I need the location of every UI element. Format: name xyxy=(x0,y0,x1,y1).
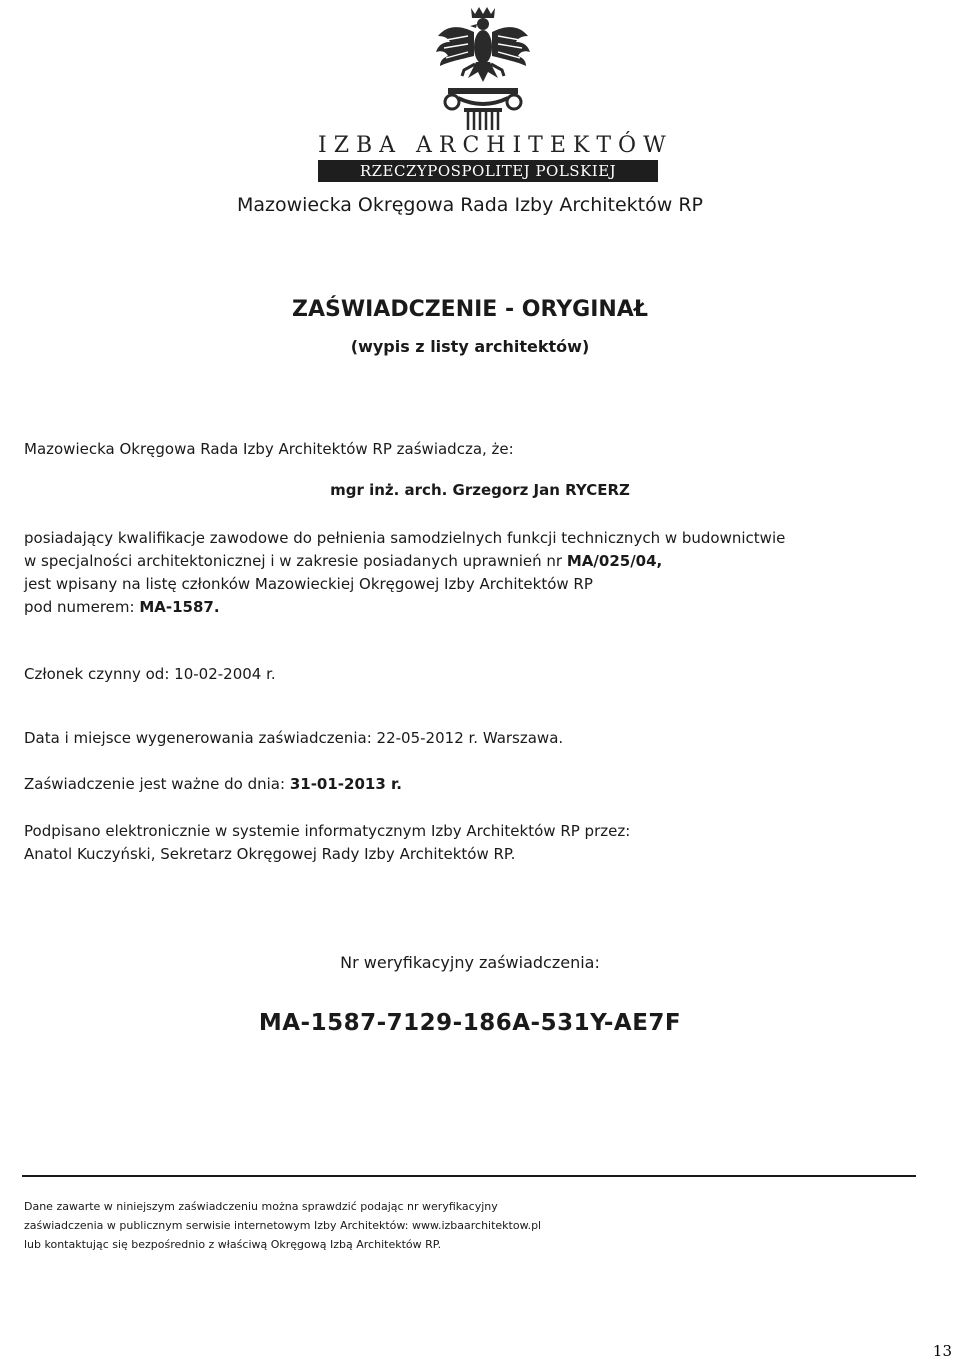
member-number: MA-1587. xyxy=(139,598,220,616)
valid-until-date: 31-01-2013 r. xyxy=(289,775,402,793)
member-since: Członek czynny od: 10-02-2004 r. xyxy=(24,665,276,683)
footer-line-2: zaświadczenia w publicznym serwisie internetowym Izby Architektów: www.izbaarchitektow.pl xyxy=(24,1219,542,1232)
body-line-4-text: pod numerem: xyxy=(24,598,140,616)
license-number: MA/025/04, xyxy=(566,552,663,570)
page-number: 13 xyxy=(932,1342,952,1360)
footer-divider xyxy=(22,1175,916,1177)
certificate-title: ZAŚWIADCZENIE - ORYGINAŁ xyxy=(292,297,648,322)
valid-until-text: Zaświadczenie jest ważne do dnia: xyxy=(24,775,290,793)
valid-until xyxy=(24,775,402,793)
intro-text: Mazowiecka Okręgowa Rada Izby Architektów RP zaświadcza, że: xyxy=(24,440,514,458)
generated-info: Data i miejsce wygenerowania zaświadczenia: 22-05-2012 r. Warszawa. xyxy=(24,729,564,747)
footer-line-1: Dane zawarte w niniejszym zaświadczeniu można sprawdzić podając nr weryfikacyjny xyxy=(24,1200,498,1213)
signed-line-2: Anatol Kuczyński, Sekretarz Okręgowej Rady Izby Architektów RP. xyxy=(24,845,516,863)
footer-line-3: lub kontaktując się bezpośrednio z właściwą Okręgową Izbą Architektów RP. xyxy=(24,1238,442,1251)
eagle-crest-icon xyxy=(418,2,548,132)
verification-label: Nr weryfikacyjny zaświadczenia: xyxy=(340,953,600,972)
body-line-2-text: w specjalności architektonicznej i w zakresie posiadanych uprawnień nr xyxy=(24,552,567,570)
architect-name: mgr inż. arch. Grzegorz Jan RYCERZ xyxy=(330,481,630,499)
body-line-1: posiadający kwalifikacje zawodowe do pełnienia samodzielnych funkcji technicznych w budownictwie xyxy=(24,529,786,547)
signed-line-1: Podpisano elektronicznie w systemie informatycznym Izby Architektów RP przez: xyxy=(24,822,631,840)
org-name-line1: IZBA ARCHITEKTÓW xyxy=(318,133,673,158)
body-line-4 xyxy=(24,596,220,618)
verification-code: MA-1587-7129-186A-531Y-AE7F xyxy=(258,1010,682,1036)
body-line-3: jest wpisany na listę członków Mazowieckiej Okręgowej Izby Architektów RP xyxy=(24,575,593,593)
body-line-2 xyxy=(24,550,662,572)
org-name-line2: RZECZYPOSPOLITEJ POLSKIEJ xyxy=(318,160,658,182)
council-name: Mazowiecka Okręgowa Rada Izby Architektów RP xyxy=(236,194,703,216)
certificate-subtitle: (wypis z listy architektów) xyxy=(350,337,590,356)
